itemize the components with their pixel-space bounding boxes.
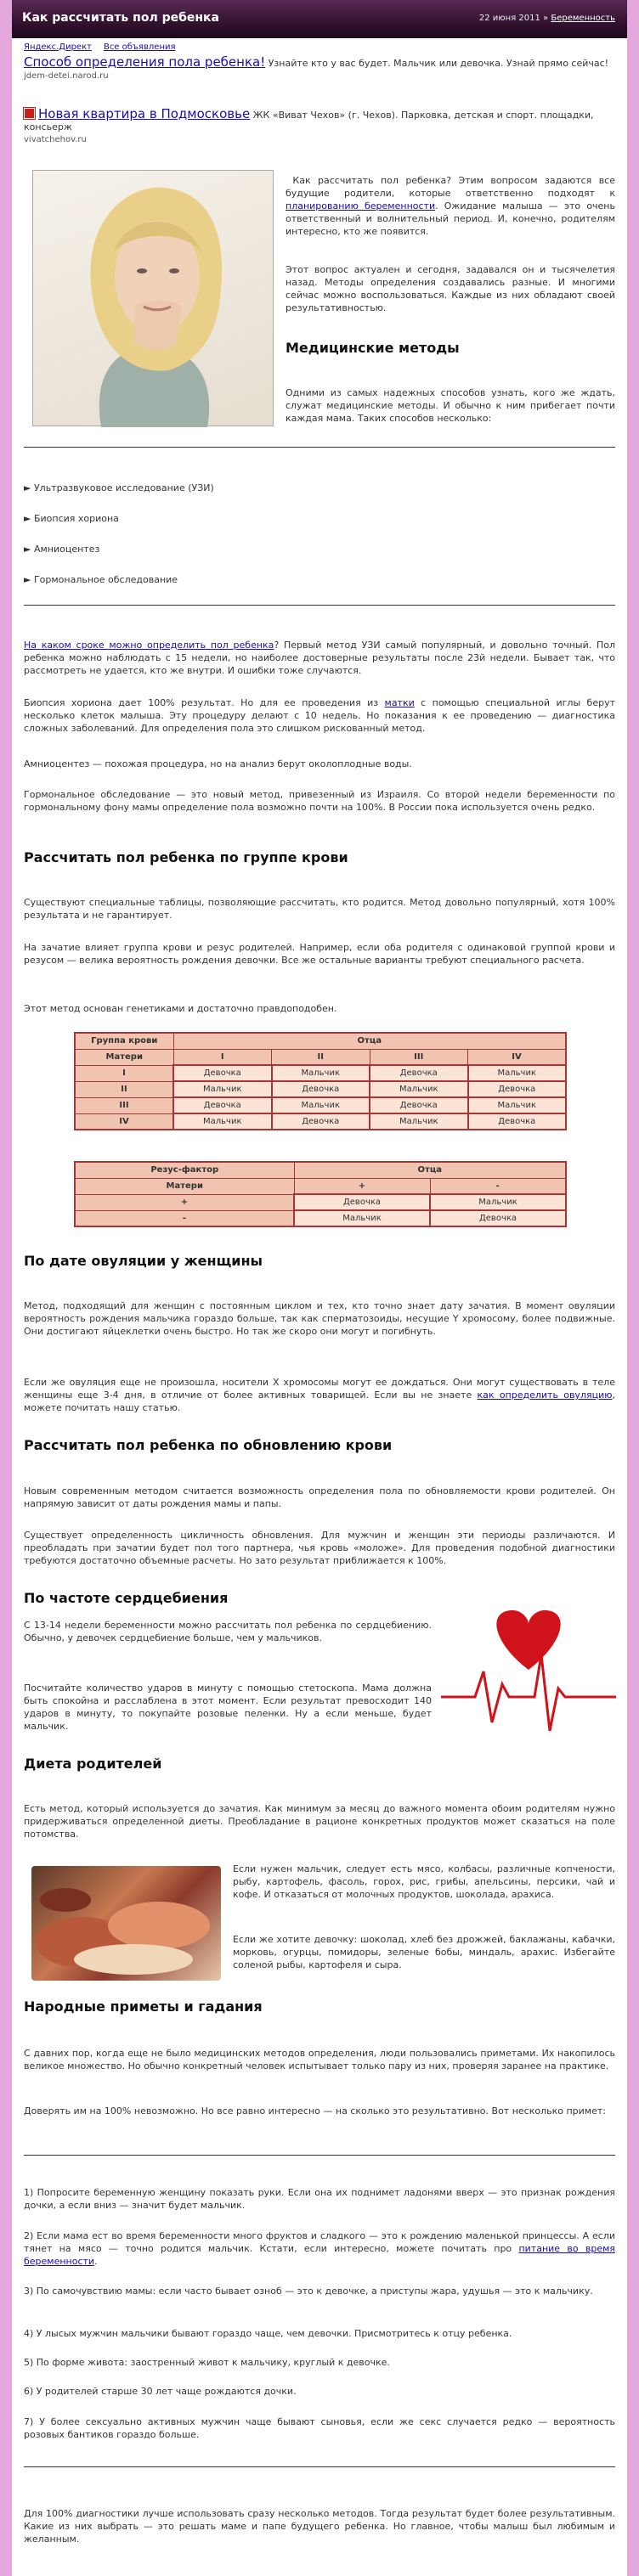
renewal-paragraph-2: Существует определенность цикличность обновления. Для мужчин и женщин эти периоды различаются. И преобладать при зачатии будет пол того партнера, чья кровь «моложе». Для проведения подобной диагностики требуются достаточно объемные расчеты. Но зато результат приближается к 100%. [24, 1530, 615, 1566]
ad-flat [24, 108, 615, 146]
intro-paragraph-2: Этот вопрос актуален и сегодня, задавался он и тысячелетия назад. Методы определения создавались разные. И многими сейчас можно воспользоваться. Каждые из них обладают своей результативностью. [286, 264, 615, 313]
table1-cell: Девочка [468, 1113, 567, 1130]
food-photo [31, 1866, 221, 1981]
folk-item-3: 3) По самочувствию мамы: если часто бывает озноб — это к девочке, а приступы жара, удушья — это к мальчику. [24, 2286, 593, 2297]
pregnancy-planning-link[interactable]: планированию беременности [286, 200, 436, 211]
folk-item-7: 7) У более сексуально активных мужчин чаще бывают сыновья, если же секс случается редко — вероятность розовых бантиков гораздо больше. [24, 2416, 615, 2440]
blood-heading: Рассчитать пол ребенка по группе крови [24, 849, 348, 865]
amnio-paragraph: Амниоцентез — похожая процедура, но на анализ берут околоплодные воды. [24, 758, 412, 769]
list-item-amnio: ► Амниоцентез [24, 544, 100, 555]
folk-item-2 [24, 2229, 615, 2268]
biopsy-text-b: с помощью специальной иглы берут несколько клеток малыша. Эту процедуру делают с 10 недель. Но показания к ее проведению — диагностика сложных заболеваний. Для определения пола это слишком рискованный метод. [24, 697, 615, 734]
hormone-paragraph: Гормональное обследование — это новый метод, привезенный из Израиля. Со второй недели беременности по гормональному фону мамы определение пола возможно почти на 100%. В России пока используется очень редко. [24, 789, 615, 813]
table2-header-rh: Резус-фактор [75, 1162, 294, 1178]
ovulation-text-b: , можете почитать нашу статью. [24, 1389, 615, 1413]
intro-text-b: . Ожидание малыша — это очень ответственный и волнительный период. И, конечно, родителям интересно, кто же появится. [286, 200, 615, 237]
list-item-hormone: ► Гормональное обследование [24, 574, 178, 585]
table2-cell: Девочка [294, 1194, 430, 1210]
thinking-woman-photo [32, 170, 274, 426]
folk-item-6: 6) У родителей старше 30 лет чаще рождаются дочки. [24, 2386, 297, 2397]
table-row [75, 1081, 566, 1097]
table2-cell: Мальчик [430, 1194, 566, 1210]
diet-paragraph-2: Если нужен мальчик, следует есть мясо, колбасы, различные копчености, рыбу, картофель, фасоль, горох, рис, грибы, апельсины, персики, чай и кофе. И отказаться от молочных продуктов, шоколада, арахиса. [233, 1863, 615, 1900]
table2-col: - [430, 1178, 566, 1194]
diet-paragraph-3: Если же хотите девочку: шоколад, хлеб без дрожжей, баклажаны, кабачки, морковь, огурцы, помидоры, зеленые бобы, миндаль, арахис. Избегайте соленой рыбы, картофеля и сыра. [233, 1934, 615, 1970]
table1-row-label: I [75, 1065, 173, 1081]
table-row [75, 1194, 566, 1210]
table1-header-mother: Матери [75, 1049, 173, 1065]
table1-row-label: II [75, 1081, 173, 1097]
heartbeat-paragraph-2: Посчитайте количество ударов в минуту с помощью стетоскопа. Мама должна быть спокойна и расслаблена в этот момент. Если результат превосходит 140 ударов в минуту, то покупайте розовые пеленки. Ну а если меньше, будет мальчик. [24, 1683, 432, 1732]
uzi-paragraph [24, 639, 615, 677]
table1-row-label: IV [75, 1113, 173, 1130]
table-row [75, 1210, 566, 1226]
ad-gender-text: Узнайте кто у вас будет. Мальчик или девочка. Узнай прямо сейчас! [265, 58, 609, 69]
table2-header-father: Отца [294, 1162, 566, 1178]
medical-methods-intro: Одними из самых надежных способов узнать, кого же ждать, служат медицинские методы. И обычно к ним прибегает почти каждая мама. Таких способов несколько: [286, 387, 615, 424]
ad-gender-title[interactable]: Способ определения пола ребенка! [24, 54, 266, 70]
renewal-heading: Рассчитать пол ребенка по обновлению крови [24, 1437, 393, 1453]
divider-2 [24, 605, 615, 606]
table1-cell: Девочка [370, 1097, 468, 1113]
post-date: 22 июня 2011 [478, 14, 540, 23]
table1-col: III [370, 1049, 468, 1065]
renewal-paragraph-1: Новым современным методом считается возможность определения пола по обновляемости крови родителей. Он напрямую зависит от даты рождения мамы и папы. [24, 1485, 615, 1509]
folk-item-5: 5) По форме живота: заостренный живот к мальчику, круглый к девочке. [24, 2357, 390, 2368]
list-item-uzi: ► Ультразвуковое исследование (УЗИ) [24, 482, 214, 493]
table1-header-father: Отца [173, 1033, 566, 1049]
table2-row-label: + [75, 1194, 294, 1210]
final-paragraph: Для 100% диагностики лучше использовать сразу несколько методов. Тогда результат будет более результативным. Какие из них выбрать — это решать маме и папе будущего ребенка. Но главное, чтобы малыш был любимым и желанным. [24, 2508, 615, 2545]
table1-cell: Девочка [468, 1081, 567, 1097]
table1-cell: Мальчик [272, 1097, 370, 1113]
folk-item-2-text-b: . [94, 2256, 98, 2267]
ad-flat-domain: vivatchehov.ru [24, 135, 87, 144]
category-link[interactable]: Беременность [551, 14, 615, 23]
table1-cell: Мальчик [370, 1113, 468, 1130]
term-gender-link[interactable]: На каком сроке можно определить пол ребенка [24, 640, 274, 651]
blood-group-table [74, 1032, 567, 1130]
ad-flat-title[interactable]: Новая квартира в Подмосковье [38, 106, 251, 121]
table1-cell: Мальчик [468, 1065, 567, 1081]
page-title: Как рассчитать пол ребенка [22, 11, 219, 25]
heartbeat-illustration [441, 1604, 616, 1739]
intro-text-a: Как рассчитать пол ребенка? Этим вопросом задаются все будущие родители, которые ответственно подходят к [286, 175, 615, 199]
folk-item-1: 1) Попросите беременную женщину показать руки. Если она их поднимет ладонями вверх — это признак рождения дочки, а если вниз — значит будет мальчик. [24, 2187, 615, 2211]
rh-factor-table [74, 1161, 567, 1227]
folk-paragraph-1: С давних пор, когда еще не было медицинских методов определения, люди пользовались приметами. Их накопилось великое множество. Но обычно конкретный человек испытывает только пару из них, проверяя заранее на практике. [24, 2048, 615, 2072]
table1-col: I [173, 1049, 272, 1065]
uzi-text: ? Первый метод УЗИ самый популярный, и довольно точный. Пол ребенка можно наблюдать с 15 недели, но наиболее достоверные результаты после 23й недели. Бывает так, что рассмотреть не удается, кто же внутри. И ошибки тоже случаются. [24, 640, 615, 676]
biopsy-paragraph [24, 696, 615, 735]
folk-item-4: 4) У лысых мужчин мальчики бывают гораздо чаще, чем девочки. Присмотритесь к отцу ребенка. [24, 2328, 512, 2339]
ad-flat-text: ЖК «Виват Чехов» (г. Чехов). Парковка, детская и спорт. площадки, консьерж [24, 110, 594, 132]
diet-paragraph-1: Есть метод, который используется до зачатия. Как минимум за месяц до важного момента обоим родителям нужно придерживаться определенной диеты. Преобладание в рационе конкретных продуктов может сказаться на поле потомства. [24, 1803, 615, 1840]
folk-heading: Народные приметы и гадания [24, 1998, 263, 2015]
all-ads-link[interactable]: Все объявления [103, 42, 176, 52]
table1-cell: Девочка [173, 1097, 272, 1113]
ad-gender-domain: jdem-detei.narod.ru [24, 71, 109, 81]
table1-col: II [272, 1049, 370, 1065]
ovulation-link[interactable]: как определить овуляцию [477, 1389, 613, 1401]
biopsy-text-a: Биопсия хориона дает 100% результат. Но для ее проведения из [24, 697, 385, 708]
table1-cell: Девочка [173, 1065, 272, 1081]
diet-heading: Диета родителей [24, 1756, 162, 1772]
table-row [75, 1065, 566, 1081]
table2-row-label: - [75, 1210, 294, 1226]
table1-cell: Девочка [272, 1113, 370, 1130]
table1-cell: Девочка [370, 1065, 468, 1081]
divider-3 [24, 2155, 615, 2156]
table1-header-group: Группа крови [75, 1033, 173, 1049]
intro-paragraph-1 [286, 174, 615, 238]
yandex-direct-link[interactable]: Яндекс.Директ [24, 42, 92, 52]
post-meta [479, 14, 615, 23]
table1-cell: Мальчик [272, 1065, 370, 1081]
table-row [75, 1113, 566, 1130]
table1-cell: Мальчик [370, 1081, 468, 1097]
blood-paragraph-2: На зачатие влияет группа крови и резус родителей. Например, если оба родителя с одинаковой группой крови и резусом — велика вероятность рождения девочки. Все же остальные варианты требуют специального расчета. [24, 942, 615, 966]
divider-1 [24, 447, 615, 448]
table-row [75, 1097, 566, 1113]
table1-cell: Мальчик [468, 1097, 567, 1113]
ovulation-text-a: Если же овуляция еще не произошла, носители X хромосомы могут ее дождаться. Они могут существовать в теле женщины еще 3-4 дня, в отличие от более активных товарищей. Если вы не знаете [24, 1377, 615, 1401]
ovulation-paragraph-2 [24, 1376, 615, 1414]
table1-cell: Мальчик [173, 1113, 272, 1130]
page-header [12, 0, 627, 38]
table1-cell: Мальчик [173, 1081, 272, 1097]
divider-4 [24, 2466, 615, 2467]
blood-paragraph-1: Существуют специальные таблицы, позволяющие рассчитать, кто родится. Метод довольно популярный, хотя 100% результата и не гарантирует. [24, 897, 615, 921]
folk-paragraph-2: Доверять им на 100% невозможно. Но все равно интересно — на сколько это результативно. Вот несколько примет: [24, 2105, 606, 2117]
meta-separator: » [543, 14, 549, 23]
table1-col: IV [468, 1049, 567, 1065]
table2-header-mother: Матери [75, 1178, 294, 1194]
table2-cell: Девочка [430, 1210, 566, 1226]
ad-flat-logo-icon [24, 108, 35, 119]
table2-cell: Мальчик [294, 1210, 430, 1226]
ovulation-heading: По дате овуляции у женщины [24, 1253, 263, 1269]
ad-gender [24, 56, 615, 82]
ovulation-paragraph-1: Метод, подходящий для женщин с постоянным циклом и тех, кто точно знает дату зачатия. В момент овуляции вероятность рождения мальчика гораздо больше, так как сперматозоиды, несущие Y хромосому, более подвижные. Они достигают яйцеклетки очень быстро. Но так же скоро они могут и погибнуть. [24, 1300, 615, 1337]
heartbeat-heading: По частоте сердцебиения [24, 1590, 229, 1606]
medical-methods-heading: Медицинские методы [286, 340, 460, 356]
table2-col: + [294, 1178, 430, 1194]
table1-cell: Девочка [272, 1081, 370, 1097]
table1-row-label: III [75, 1097, 173, 1113]
heartbeat-paragraph-1: С 13-14 недели беременности можно рассчитать пол ребенка по сердцебиению. Обычно, у девочек сердцебиение больше, чем у мальчиков. [24, 1620, 432, 1643]
folk-item-2-text-a: 2) Если мама ест во время беременности много фруктов и сладкого — это к рождению маленькой принцессы. А если тянет на мясо — точно родится мальчик. Кстати, если интересно, можете почитать про [24, 2230, 615, 2254]
nutrition-link[interactable]: питание во время беременности [24, 2243, 615, 2267]
ads-bar [24, 42, 615, 52]
list-item-biopsy: ► Биопсия хориона [24, 513, 119, 524]
uterus-link[interactable]: матки [384, 697, 415, 708]
blood-paragraph-3: Этот метод основан генетиками и достаточно правдоподобен. [24, 1003, 337, 1014]
page-frame [12, 0, 627, 2576]
